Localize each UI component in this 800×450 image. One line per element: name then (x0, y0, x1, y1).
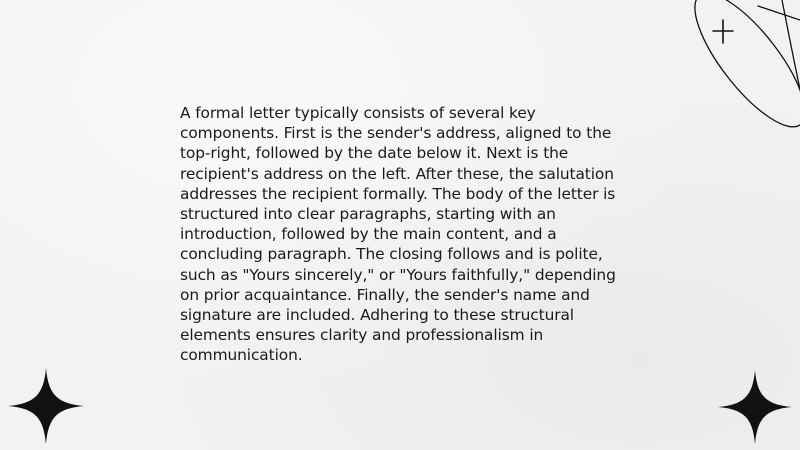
body-paragraph: A formal letter typically consists of several key components. First is the sender's address, aligned to the top-right, followed by the date below it. Next is the recipient's address on the left. After these, the salutation addresses the recipient formally. The body of the letter is structured into clear paragraphs, starting with an introduction, followed by the main content, and a concluding paragraph. The closing follows and is polite, such as "Yours sincerely," or "Yours faithfully," depending on prior acquaintance. Finally, the sender's name and signature are included. Adhering to these structural elements ensures clarity and professionalism in communication. (180, 104, 616, 365)
orbit-lines-icon (640, 0, 800, 150)
four-point-star-icon (8, 368, 84, 444)
four-point-star-icon (718, 370, 792, 444)
sparkle-icon (713, 20, 733, 43)
